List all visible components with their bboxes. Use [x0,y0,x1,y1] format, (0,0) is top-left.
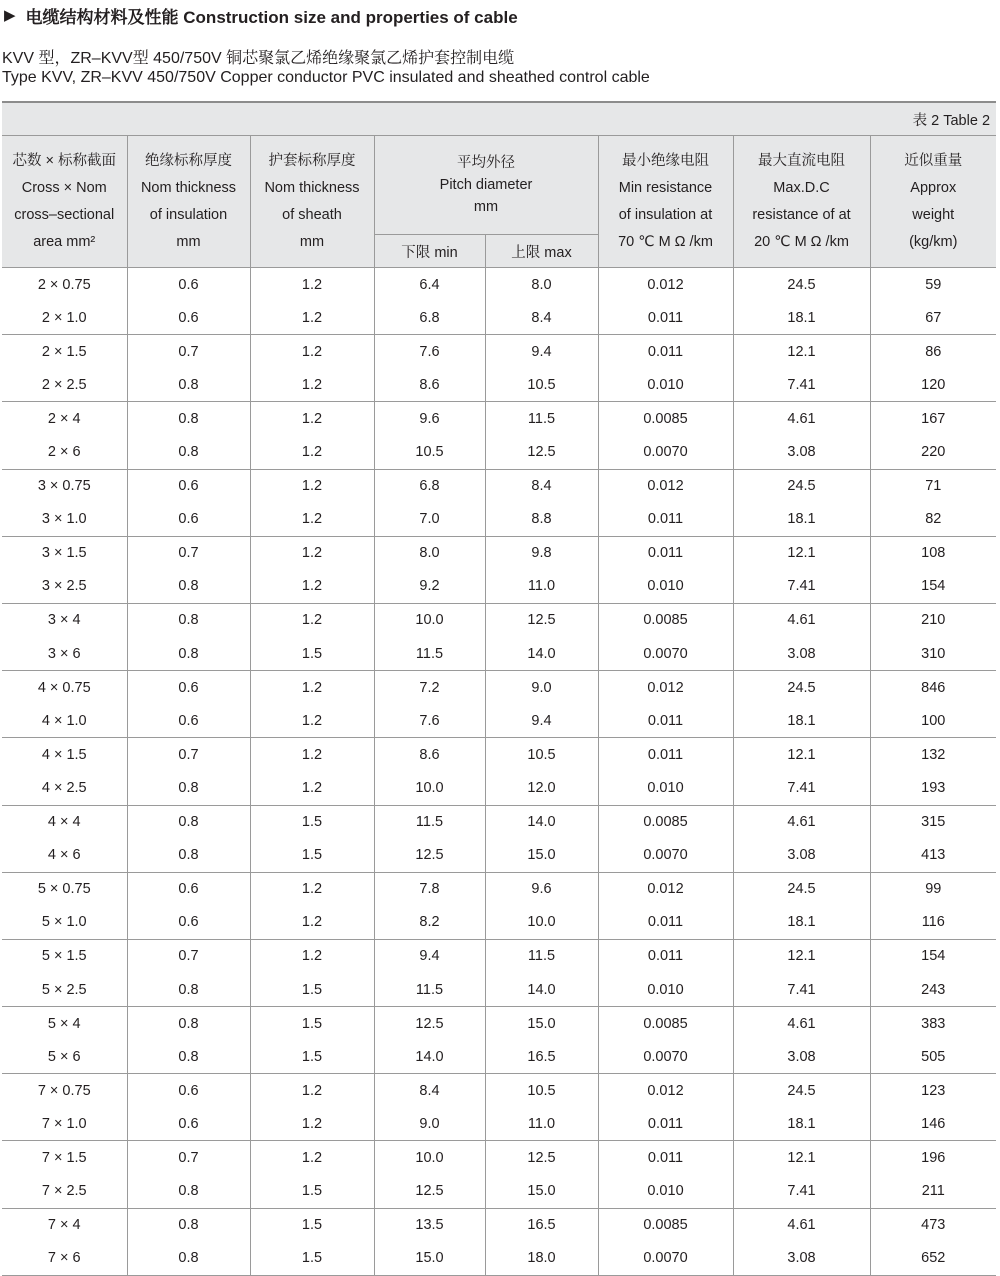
cell-insulation: 0.6 [127,503,250,537]
cell-diameter-max: 8.4 [485,469,598,503]
cell-diameter-min: 12.5 [374,839,485,873]
cell-insulation: 0.6 [127,268,250,302]
cell-max-dc: 12.1 [733,939,870,973]
cell-min-resistance: 0.0085 [598,603,733,637]
table-row [2,536,996,570]
cell-diameter-max: 8.8 [485,503,598,537]
table-row [2,839,996,873]
cell-diameter-max: 14.0 [485,805,598,839]
table-row [2,1141,996,1175]
cell-cross-section: 2 × 1.0 [41,309,87,326]
cell-diameter-max: 8.4 [485,301,598,335]
cell-diameter-min: 10.5 [374,435,485,469]
header-pitch-diameter: 平均外径 Pitch diameter mm [374,136,598,235]
cell-max-dc: 18.1 [733,301,870,335]
cable-spec-table [2,101,996,1276]
table-row [2,771,996,805]
cell-cross-section: 2 × 2.5 [41,376,87,393]
table-row [2,368,996,402]
cell-min-resistance: 0.011 [598,738,733,772]
cell-weight: 473 [870,1208,996,1242]
cell-min-resistance: 0.011 [598,536,733,570]
table-row [2,1208,996,1242]
table-row [2,973,996,1007]
cell-min-resistance: 0.011 [598,906,733,940]
cell-sheath: 1.5 [250,1242,374,1276]
cell-diameter-min: 10.0 [374,1141,485,1175]
header-diameter-min: 下限 min [374,235,485,268]
cell-sheath: 1.2 [250,268,374,302]
cell-min-resistance: 0.011 [598,704,733,738]
cell-insulation: 0.6 [127,469,250,503]
cell-max-dc: 4.61 [733,603,870,637]
cell-sheath: 1.2 [250,536,374,570]
cell-insulation: 0.7 [127,1141,250,1175]
cell-min-resistance: 0.0070 [598,637,733,671]
cell-cross-section: 3 × 1.0 [41,511,87,528]
header-approx-weight: 近似重量 Approx weight (kg/km) [870,136,996,268]
cell-min-resistance: 0.010 [598,973,733,1007]
cell-diameter-max: 10.5 [485,368,598,402]
cell-sheath: 1.5 [250,1007,374,1041]
cell-min-resistance: 0.0085 [598,1208,733,1242]
cell-weight: 846 [870,671,996,705]
cell-sheath: 1.2 [250,1141,374,1175]
cell-min-resistance: 0.011 [598,1141,733,1175]
cell-diameter-max: 14.0 [485,637,598,671]
cell-insulation: 0.8 [127,1007,250,1041]
cell-diameter-max: 10.5 [485,738,598,772]
cell-sheath: 1.2 [250,503,374,537]
table-row [2,704,996,738]
triangle-marker-icon: ▶ [4,7,16,24]
cell-max-dc: 18.1 [733,1107,870,1141]
cell-weight: 505 [870,1040,996,1074]
cell-diameter-min: 11.5 [374,973,485,1007]
cell-min-resistance: 0.012 [598,671,733,705]
table-row [2,268,996,302]
cell-weight: 86 [870,335,996,369]
cell-diameter-max: 12.0 [485,771,598,805]
cell-weight: 310 [870,637,996,671]
cell-sheath: 1.2 [250,570,374,604]
cell-diameter-max: 11.0 [485,570,598,604]
cell-weight: 193 [870,771,996,805]
cell-sheath: 1.2 [250,704,374,738]
cell-diameter-min: 9.4 [374,939,485,973]
cell-diameter-max: 9.0 [485,671,598,705]
cell-diameter-min: 8.4 [374,1074,485,1108]
cell-sheath: 1.2 [250,301,374,335]
cell-min-resistance: 0.010 [598,368,733,402]
cell-weight: 413 [870,839,996,873]
cell-min-resistance: 0.0085 [598,402,733,436]
table-row [2,1040,996,1074]
cell-weight: 196 [870,1141,996,1175]
cell-insulation: 0.6 [127,1074,250,1108]
table-row [2,402,996,436]
table-row [2,872,996,906]
cell-cross-section: 7 × 1.0 [41,1115,87,1132]
table-row [2,1007,996,1041]
cell-max-dc: 3.08 [733,435,870,469]
cell-diameter-max: 11.5 [485,402,598,436]
cell-diameter-max: 11.5 [485,939,598,973]
header-sheath-thickness: 护套标称厚度 Nom thickness of sheath mm [250,136,374,268]
cell-max-dc: 18.1 [733,503,870,537]
cell-sheath: 1.2 [250,1074,374,1108]
cell-diameter-min: 7.8 [374,872,485,906]
cell-sheath: 1.5 [250,637,374,671]
table-row [2,939,996,973]
cell-insulation: 0.7 [127,738,250,772]
cell-diameter-max: 12.5 [485,435,598,469]
cell-diameter-max: 16.5 [485,1208,598,1242]
cell-insulation: 0.7 [127,939,250,973]
cell-sheath: 1.2 [250,872,374,906]
cell-sheath: 1.5 [250,1175,374,1209]
cell-insulation: 0.8 [127,839,250,873]
cell-diameter-max: 15.0 [485,1007,598,1041]
cell-weight: 315 [870,805,996,839]
cell-sheath: 1.2 [250,771,374,805]
cell-min-resistance: 0.0070 [598,839,733,873]
cell-diameter-max: 14.0 [485,973,598,1007]
cell-cross-section: 3 × 1.5 [2,536,127,570]
cell-max-dc: 4.61 [733,1007,870,1041]
table-caption: 表 2 Table 2 [2,102,996,136]
cell-max-dc: 7.41 [733,570,870,604]
cell-diameter-min: 8.6 [374,368,485,402]
cell-diameter-min: 8.6 [374,738,485,772]
cell-insulation: 0.8 [127,1175,250,1209]
cell-cross-section: 2 × 6 [47,444,81,461]
cell-weight: 154 [870,939,996,973]
cell-diameter-max: 9.4 [485,704,598,738]
cell-cross-section: 5 × 6 [47,1048,81,1065]
cell-weight: 211 [870,1175,996,1209]
cell-diameter-min: 9.6 [374,402,485,436]
subtitle-chinese: KVV 型，ZR–KVV型 450/750V 铜芯聚氯乙烯绝缘聚氯乙烯护套控制电缆 [2,50,515,67]
cell-weight: 67 [870,301,996,335]
cell-diameter-min: 7.0 [374,503,485,537]
table-row [2,1107,996,1141]
cell-weight: 99 [870,872,996,906]
cell-diameter-min: 7.6 [374,335,485,369]
cell-min-resistance: 0.0085 [598,805,733,839]
cell-diameter-max: 9.4 [485,335,598,369]
cell-diameter-max: 11.0 [485,1107,598,1141]
cell-insulation: 0.6 [127,906,250,940]
cell-cross-section: 3 × 0.75 [2,469,127,503]
section-heading [4,2,994,28]
cell-min-resistance: 0.010 [598,570,733,604]
cell-cross-section: 3 × 6 [47,645,81,662]
cell-diameter-max: 9.8 [485,536,598,570]
cell-diameter-min: 14.0 [374,1040,485,1074]
cell-insulation: 0.6 [127,704,250,738]
cell-cross-section: 5 × 1.0 [41,914,87,931]
cell-cross-section: 3 × 4 [2,603,127,637]
cell-max-dc: 12.1 [733,1141,870,1175]
cell-weight: 154 [870,570,996,604]
cell-diameter-min: 11.5 [374,805,485,839]
cell-cross-section: 7 × 4 [2,1208,127,1242]
table-row [2,335,996,369]
cell-cross-section: 4 × 0.75 [2,671,127,705]
cell-min-resistance: 0.011 [598,503,733,537]
cell-max-dc: 4.61 [733,805,870,839]
cell-cross-section: 7 × 1.5 [2,1141,127,1175]
cell-cross-section: 4 × 6 [47,847,81,864]
cell-cross-section: 5 × 0.75 [2,872,127,906]
cell-max-dc: 12.1 [733,536,870,570]
cell-max-dc: 24.5 [733,268,870,302]
cell-max-dc: 12.1 [733,335,870,369]
header-insulation-thickness: 绝缘标称厚度 Nom thickness of insulation mm [127,136,250,268]
cell-max-dc: 3.08 [733,637,870,671]
cell-max-dc: 7.41 [733,368,870,402]
cell-max-dc: 4.61 [733,402,870,436]
cell-insulation: 0.8 [127,570,250,604]
cell-cross-section: 7 × 6 [2,1242,127,1276]
cell-max-dc: 7.41 [733,973,870,1007]
cell-sheath: 1.2 [250,368,374,402]
cell-min-resistance: 0.0070 [598,1040,733,1074]
cell-weight: 59 [870,268,996,302]
cell-cross-section: 3 × 2.5 [41,578,87,595]
cell-diameter-max: 15.0 [485,1175,598,1209]
cell-diameter-min: 6.8 [374,469,485,503]
cell-weight: 220 [870,435,996,469]
cell-weight: 82 [870,503,996,537]
cell-max-dc: 4.61 [733,1208,870,1242]
cell-min-resistance: 0.011 [598,301,733,335]
table-row [2,637,996,671]
cell-diameter-min: 10.0 [374,771,485,805]
table-row [2,671,996,705]
cell-min-resistance: 0.012 [598,1074,733,1108]
cell-weight: 132 [870,738,996,772]
cell-insulation: 0.6 [127,301,250,335]
cell-insulation: 0.7 [127,335,250,369]
cell-diameter-min: 7.2 [374,671,485,705]
cell-weight: 71 [870,469,996,503]
cell-min-resistance: 0.012 [598,469,733,503]
cell-weight: 123 [870,1074,996,1108]
cell-cross-section: 4 × 2.5 [41,779,87,796]
cell-insulation: 0.6 [127,1107,250,1141]
cell-min-resistance: 0.012 [598,872,733,906]
cell-weight: 383 [870,1007,996,1041]
cell-insulation: 0.8 [127,973,250,1007]
cell-max-dc: 18.1 [733,704,870,738]
cell-insulation: 0.8 [127,368,250,402]
cell-insulation: 0.8 [127,637,250,671]
cell-sheath: 1.5 [250,1040,374,1074]
cell-weight: 116 [870,906,996,940]
table-row [2,738,996,772]
cell-weight: 652 [870,1242,996,1276]
cell-sheath: 1.5 [250,973,374,1007]
cell-cross-section: 5 × 1.5 [2,939,127,973]
header-min-resistance: 最小绝缘电阻 Min resistance of insulation at 70 ℃ M Ω /km [598,136,733,268]
cell-diameter-max: 12.5 [485,603,598,637]
cell-diameter-min: 9.0 [374,1107,485,1141]
table-row [2,570,996,604]
cell-diameter-min: 6.8 [374,301,485,335]
cell-diameter-max: 16.5 [485,1040,598,1074]
cell-max-dc: 24.5 [733,671,870,705]
cell-sheath: 1.5 [250,1208,374,1242]
cell-cross-section: 4 × 1.0 [41,712,87,729]
cell-diameter-min: 10.0 [374,603,485,637]
cell-max-dc: 3.08 [733,1242,870,1276]
cell-insulation: 0.8 [127,805,250,839]
cell-diameter-min: 8.2 [374,906,485,940]
cell-sheath: 1.2 [250,906,374,940]
cell-diameter-min: 6.4 [374,268,485,302]
table-row [2,469,996,503]
cell-diameter-min: 9.2 [374,570,485,604]
cell-insulation: 0.8 [127,1208,250,1242]
cell-sheath: 1.2 [250,1107,374,1141]
cell-cross-section: 2 × 0.75 [2,268,127,302]
cell-min-resistance: 0.0070 [598,435,733,469]
cell-weight: 167 [870,402,996,436]
cell-insulation: 0.8 [127,603,250,637]
cell-sheath: 1.2 [250,469,374,503]
cell-min-resistance: 0.011 [598,939,733,973]
cell-cross-section: 5 × 2.5 [41,981,87,998]
cell-insulation: 0.8 [127,771,250,805]
cell-sheath: 1.2 [250,402,374,436]
cell-max-dc: 24.5 [733,469,870,503]
cell-diameter-min: 7.6 [374,704,485,738]
cell-diameter-max: 12.5 [485,1141,598,1175]
cell-weight: 210 [870,603,996,637]
cell-sheath: 1.2 [250,671,374,705]
cell-insulation: 0.6 [127,671,250,705]
cell-cross-section: 5 × 4 [2,1007,127,1041]
cell-max-dc: 24.5 [733,1074,870,1108]
cell-min-resistance: 0.0085 [598,1007,733,1041]
cell-sheath: 1.5 [250,805,374,839]
cell-diameter-min: 12.5 [374,1007,485,1041]
cell-max-dc: 7.41 [733,771,870,805]
cell-weight: 100 [870,704,996,738]
subtitle-english: Type KVV, ZR–KVV 450/750V Copper conductor PVC insulated and sheathed control cable [2,69,650,86]
cell-diameter-max: 10.0 [485,906,598,940]
cell-sheath: 1.2 [250,435,374,469]
cell-min-resistance: 0.0070 [598,1242,733,1276]
table-row [2,906,996,940]
cell-sheath: 1.5 [250,839,374,873]
cell-diameter-min: 15.0 [374,1242,485,1276]
cell-cross-section: 4 × 1.5 [2,738,127,772]
cell-diameter-max: 10.5 [485,1074,598,1108]
cell-cross-section: 2 × 4 [2,402,127,436]
cell-cross-section: 7 × 2.5 [41,1183,87,1200]
cell-weight: 108 [870,536,996,570]
table-row [2,1074,996,1108]
cell-diameter-max: 15.0 [485,839,598,873]
cell-weight: 243 [870,973,996,1007]
cell-min-resistance: 0.012 [598,268,733,302]
cell-diameter-max: 18.0 [485,1242,598,1276]
cell-diameter-min: 12.5 [374,1175,485,1209]
cell-weight: 120 [870,368,996,402]
header-max-dc-resistance: 最大直流电阻 Max.D.C resistance of at 20 ℃ M Ω /km [733,136,870,268]
cell-sheath: 1.2 [250,939,374,973]
cell-sheath: 1.2 [250,335,374,369]
cell-max-dc: 18.1 [733,906,870,940]
cell-min-resistance: 0.010 [598,1175,733,1209]
cell-diameter-max: 8.0 [485,268,598,302]
cell-insulation: 0.8 [127,1040,250,1074]
cell-diameter-min: 11.5 [374,637,485,671]
cell-min-resistance: 0.010 [598,771,733,805]
cell-min-resistance: 0.011 [598,1107,733,1141]
cell-max-dc: 3.08 [733,839,870,873]
cell-sheath: 1.2 [250,738,374,772]
table-row [2,503,996,537]
cell-insulation: 0.8 [127,435,250,469]
cell-diameter-max: 9.6 [485,872,598,906]
cell-insulation: 0.6 [127,872,250,906]
cell-max-dc: 7.41 [733,1175,870,1209]
cell-insulation: 0.8 [127,402,250,436]
table-row [2,301,996,335]
table-row [2,805,996,839]
table-body [2,268,996,1276]
cell-max-dc: 12.1 [733,738,870,772]
cell-max-dc: 3.08 [733,1040,870,1074]
cell-cross-section: 2 × 1.5 [2,335,127,369]
table-row [2,435,996,469]
table-row [2,1242,996,1276]
cell-cross-section: 4 × 4 [2,805,127,839]
cell-max-dc: 24.5 [733,872,870,906]
header-diameter-max: 上限 max [485,235,598,268]
cell-diameter-min: 8.0 [374,536,485,570]
cell-sheath: 1.2 [250,603,374,637]
cell-cross-section: 7 × 0.75 [2,1074,127,1108]
section-heading-text: 电缆结构材料及性能 Construction size and properties of cable [25,7,518,27]
cell-min-resistance: 0.011 [598,335,733,369]
cell-weight: 146 [870,1107,996,1141]
table-row [2,603,996,637]
header-cross-section: 芯数 × 标称截面 Cross × Nom cross–sectional area mm² [2,136,127,268]
cell-insulation: 0.7 [127,536,250,570]
cell-diameter-min: 13.5 [374,1208,485,1242]
table-row [2,1175,996,1209]
cell-insulation: 0.8 [127,1242,250,1276]
